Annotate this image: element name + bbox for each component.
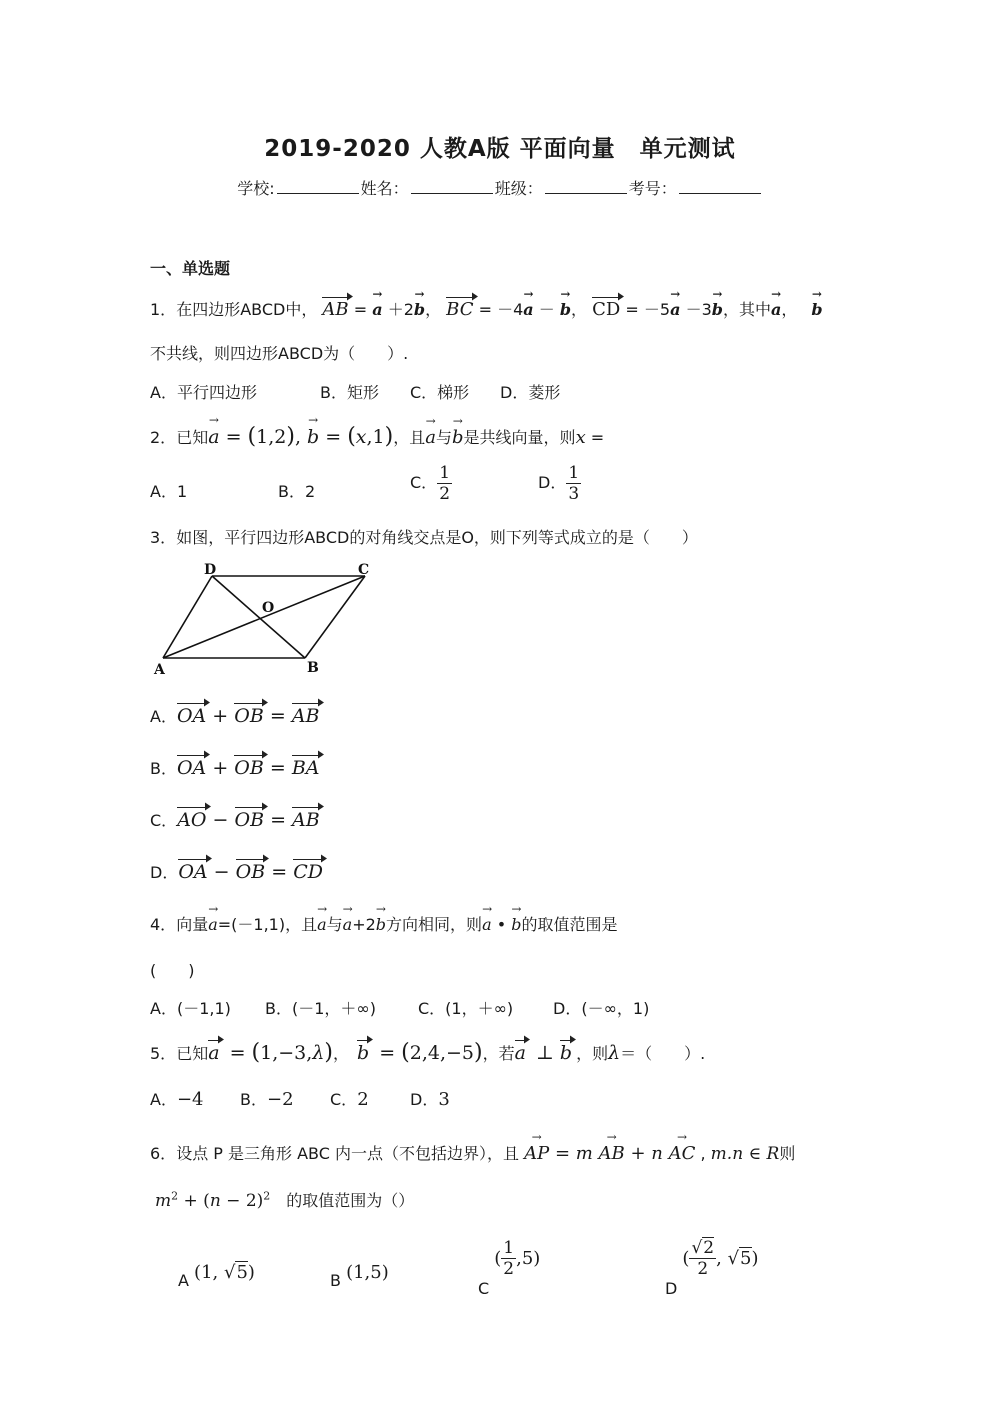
question-text: 设点 P 是三角形 ABC 内一点（不包括边界），且 <box>176 1144 519 1163</box>
question-text: ，且 <box>393 428 426 447</box>
question-text: ，则 <box>576 1044 609 1063</box>
question-text: 已知 <box>176 1044 209 1063</box>
question-2-option-c <box>410 463 452 504</box>
parallelogram-figure <box>150 560 380 680</box>
question-4-paren: ( ) <box>150 961 195 980</box>
fraction-denominator: 3 <box>568 484 580 504</box>
question-4-stem: 4．向量a →=(－1,1)，且a →与a →+2b →方向相同，则a → • b →的取值范围是 <box>150 912 617 935</box>
fraction-denominator: 2 <box>439 484 451 504</box>
fraction-numerator: 1 <box>568 463 580 483</box>
question-text: ，其中 <box>722 300 771 319</box>
question-3-option-c: C．AO − OB = AB <box>150 809 320 831</box>
name-blank <box>411 179 493 194</box>
option-letter: B <box>330 1271 341 1290</box>
exam-number-blank <box>679 179 761 194</box>
option-letter: C． <box>410 473 438 492</box>
question-2-stem: 2．已知a → = (1,2), b → = (x,1)，且a →与b →是共线向量，则x = <box>150 424 604 449</box>
option-letter: A． <box>150 1090 177 1109</box>
question-number: 6． <box>150 1144 177 1163</box>
option-letter: D <box>665 1278 678 1298</box>
option-value: −4 <box>176 1089 204 1110</box>
question-number: 4． <box>150 915 177 934</box>
question-6-option-b: B (1,5) <box>330 1262 389 1290</box>
label-b: B <box>307 660 319 676</box>
question-text: 在四边形ABCD中， <box>176 300 318 319</box>
question-4-option-b: B．(－1，＋∞) <box>265 999 376 1018</box>
question-number: 1． <box>150 300 177 319</box>
question-text: 的取值范围是 <box>521 915 618 934</box>
option-value: 3 <box>438 1089 450 1110</box>
question-6-option-c: C ( $\frac{1}{2}$ ,5) <box>478 1238 541 1298</box>
side-da <box>163 576 212 658</box>
class-label: 班级： <box>494 179 543 198</box>
question-3-stem <box>150 525 698 548</box>
question-6-option-d: D ( $\frac{√2}{2}$ , √5) <box>665 1238 759 1298</box>
question-4-option-d: D．(－∞，1) <box>553 999 650 1018</box>
option-letter: B． <box>150 759 177 778</box>
option-value: 2 <box>357 1089 369 1110</box>
exam-number-label: 考号： <box>628 179 677 198</box>
label-o: O <box>262 600 275 616</box>
question-text: ， <box>332 1044 341 1063</box>
section-title: 一、单选题 <box>150 259 231 278</box>
question-6-option-a: A (1, √5) <box>178 1262 255 1290</box>
question-5-option-c <box>330 1087 369 1110</box>
question-1-stem: 1．在四边形ABCD中， AB = a → ＋2b →， BC = －4a → － b →， CD = －5a → －3b →，其中a →， b → <box>150 297 823 320</box>
option-letter: C <box>478 1278 490 1298</box>
question-1-option-b: B．矩形 <box>320 383 379 402</box>
question-3-option-a: A．OA + OB = AB <box>150 705 320 727</box>
question-3-option-d: D．OA − OB = CD <box>150 861 323 883</box>
option-letter: D． <box>410 1090 439 1109</box>
label-c: C <box>358 562 370 578</box>
question-text: 与 <box>326 915 343 934</box>
option-letter: A． <box>150 707 177 726</box>
option-letter: D． <box>150 863 179 882</box>
option-letter: C． <box>150 811 178 830</box>
diagonal-bd <box>212 576 305 658</box>
question-2-option-d <box>538 463 581 504</box>
page-title: 2019-2020 人教A版 平面向量 单元测试 <box>264 136 736 162</box>
question-5-option-b <box>240 1087 294 1110</box>
option-letter: D． <box>538 473 567 492</box>
question-5-option-d <box>410 1087 450 1110</box>
question-1-option-d: D．菱形 <box>500 383 561 402</box>
question-number: 5． <box>150 1044 177 1063</box>
question-3-option-b: B．OA + OB = BA <box>150 757 320 779</box>
question-1-stem-cont: 不共线，则四边形ABCD为（ ）. <box>150 344 409 363</box>
question-text: ＝（ ）. <box>620 1044 706 1063</box>
question-6-stem-cont: $m^2 + (n - 2)^2$ 的取值范围为（） <box>155 1189 415 1211</box>
option-letter: B． <box>240 1090 267 1109</box>
question-4-option-a: A．(－1,1) <box>150 999 231 1018</box>
question-text: =(－1,1)，且 <box>217 915 318 934</box>
option-letter: A <box>178 1271 189 1290</box>
name-label: 姓名： <box>360 179 409 198</box>
question-text: 已知 <box>176 428 209 447</box>
question-number: 2． <box>150 428 177 447</box>
question-text: ，若 <box>482 1044 515 1063</box>
school-label: 学校: <box>237 179 275 198</box>
question-number: 3． <box>150 528 177 547</box>
option-letter: C． <box>330 1090 358 1109</box>
question-text: 是共线向量，则 <box>463 428 576 447</box>
question-text: 如图，平行四边形ABCD的对角线交点是O，则下列等式成立的是（ ） <box>176 528 698 547</box>
label-a: A <box>154 662 165 678</box>
question-5-option-a <box>150 1087 204 1110</box>
question-6-stem: 6．设点 P 是三角形 ABC 内一点（不包括边界），且 AP → = m AB → + n AC → , m.n ∈ R则 <box>150 1141 795 1164</box>
question-text: 与 <box>436 428 453 447</box>
question-text: 的取值范围为（） <box>286 1191 415 1210</box>
question-4-option-c: C．(1，＋∞) <box>418 999 514 1018</box>
option-value: −2 <box>266 1089 294 1110</box>
question-2-option-a: A．1 <box>150 482 188 501</box>
question-text: 向量 <box>176 915 209 934</box>
question-1-option-a: A．平行四边形 <box>150 383 257 402</box>
question-text: +2 <box>352 915 376 934</box>
question-5-stem: 5．已知a = (1,−3,λ)， b = (2,4,−5)，若a ⊥ b ，则λ＝（ ）. <box>150 1040 706 1065</box>
fraction-numerator: 1 <box>439 463 451 483</box>
question-text: 则 <box>779 1144 796 1163</box>
question-2-option-b: B．2 <box>278 482 316 501</box>
label-d: D <box>204 562 217 578</box>
question-text: 方向相同，则 <box>386 915 483 934</box>
question-1-option-c: C．梯形 <box>410 383 470 402</box>
student-info-line <box>0 176 1000 199</box>
school-blank <box>277 179 359 194</box>
class-blank <box>545 179 627 194</box>
